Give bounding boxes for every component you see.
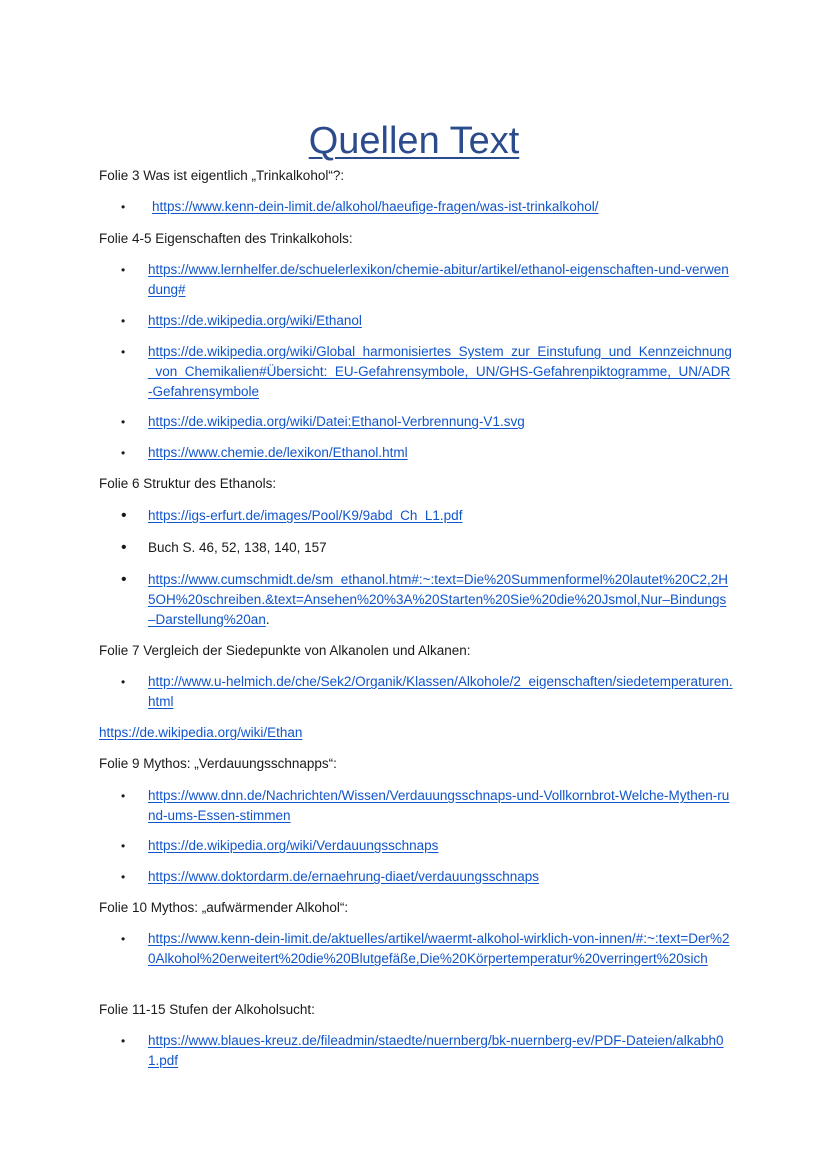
source-link[interactable]: https://www.lernhelfer.de/schuelerlexikon/chemie-abitur/artikel/ethanol-eigenschaften-und-verwendung# [148, 262, 729, 297]
source-link[interactable]: https://www.kenn-dein-limit.de/alkohol/haeufige-fragen/was-ist-trinkalkohol/ [152, 199, 599, 214]
source-link[interactable]: https://www.chemie.de/lexikon/Ethanol.html [148, 445, 408, 460]
source-link[interactable]: https://www.dnn.de/Nachrichten/Wissen/Verdauungsschnaps-und-Vollkornbrot-Welche-Mythen-rund-ums-Essen-stimmen [148, 788, 730, 823]
bullet-icon: • [121, 571, 127, 588]
source-link[interactable]: http://www.u-helmich.de/che/Sek2/Organik/Klassen/Alkohole/2_eigenschaften/siedetemperaturen.html [148, 674, 733, 709]
bullet-icon: • [121, 789, 126, 803]
bullet-icon: • [121, 200, 126, 214]
source-link[interactable]: https://de.wikipedia.org/wiki/Verdauungsschnaps [148, 838, 439, 853]
bullet-icon: • [121, 539, 127, 556]
section-heading: Folie 9 Mythos: „Verdauungsschnapps“: [99, 756, 337, 771]
source-link[interactable]: https://www.kenn-dein-limit.de/aktuelles/artikel/waermt-alkohol-wirklich-von-innen/#:~:text=Der%20Alkohol%20erweitert%20die%20Blutgefäße,Die%20Körpertemperatur%20verringert%20sich [148, 931, 730, 966]
bullet-icon: • [121, 675, 126, 689]
bullet-icon: • [121, 932, 126, 946]
bullet-icon: • [121, 263, 126, 277]
trailing-period: . [265, 612, 270, 627]
source-link[interactable]: https://www.cumschmidt.de/sm_ethanol.htm#:~:text=Die%20Summenformel%20lautet%20C2,2H5OH%20schreiben.&text=Ansehen%20%3A%20Starten%20Sie%20die%20Jsmol,Nur–Bindungs–Darstellung%20an [148, 572, 729, 627]
bullet-icon: • [121, 446, 126, 460]
page-title: Quellen Text [308, 120, 520, 162]
bullet-icon: • [121, 870, 126, 884]
bullet-icon: • [121, 345, 126, 359]
section-heading: Folie 6 Struktur des Ethanols: [99, 476, 277, 491]
section-heading: Folie 7 Vergleich der Siedepunkte von Alkanolen und Alkanen: [99, 643, 471, 658]
bullet-icon: • [121, 314, 126, 328]
section-heading: Folie 11-15 Stufen der Alkoholsucht: [99, 1002, 315, 1017]
source-link[interactable]: https://www.doktordarm.de/ernaehrung-diaet/verdauungsschnaps [148, 869, 539, 884]
section-heading: Folie 3 Was ist eigentlich „Trinkalkohol“?: [99, 168, 345, 183]
source-link[interactable]: https://de.wikipedia.org/wiki/Datei:Ethanol-Verbrennung-V1.svg [148, 414, 525, 429]
source-link[interactable]: https://de.wikipedia.org/wiki/Global_harmonisiertes_System_zur_Einstufung_und_Kennzeichnung_von_Chemikalien#Übersicht:_EU-Gefahrensymbole,_UN/GHS-Gefahrenpiktogramme,_UN/ADR-Gefahrensymbole [148, 344, 732, 399]
bullet-icon: • [121, 507, 127, 524]
bullet-icon: • [121, 415, 126, 429]
source-link[interactable]: https://www.blaues-kreuz.de/fileadmin/staedte/nuernberg/bk-nuernberg-ev/PDF-Dateien/alkabh01.pdf [148, 1033, 724, 1068]
source-link-unbulleted[interactable]: https://de.wikipedia.org/wiki/Ethan [99, 725, 303, 740]
bullet-icon: • [121, 839, 126, 853]
book-reference: Buch S. 46, 52, 138, 140, 157 [148, 540, 327, 555]
source-link[interactable]: https://igs-erfurt.de/images/Pool/K9/9abd_Ch_L1.pdf [148, 508, 463, 523]
section-heading: Folie 4-5 Eigenschaften des Trinkalkohols: [99, 231, 353, 246]
source-link[interactable]: https://de.wikipedia.org/wiki/Ethanol [148, 313, 362, 328]
section-heading: Folie 10 Mythos: „aufwärmender Alkohol“: [99, 900, 349, 915]
bullet-icon: • [121, 1034, 126, 1048]
